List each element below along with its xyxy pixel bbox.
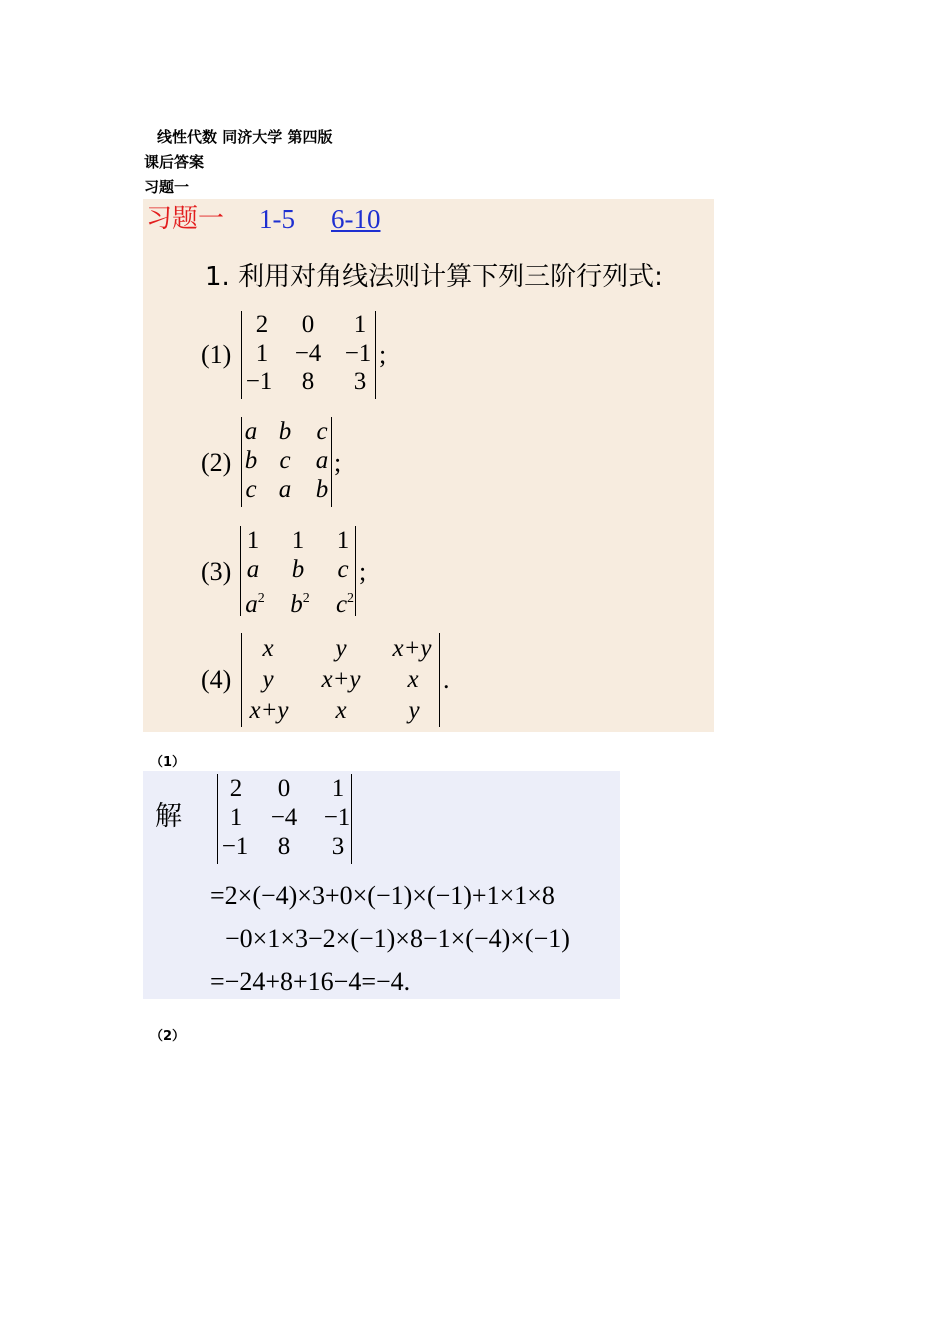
det-cell: c: [279, 447, 291, 474]
det-cell: −1: [221, 833, 249, 860]
problem-panel: [143, 199, 714, 732]
det-cell: −1: [344, 340, 372, 367]
expansion-line-2: −0×1×3−2×(−1)×8−1×(−4)×(−1): [225, 924, 570, 953]
item-label: (3): [201, 557, 232, 586]
det-cell: 1: [336, 527, 350, 554]
det-cell: a: [244, 418, 258, 445]
det-cell: x: [335, 697, 347, 724]
item-label: (4): [201, 665, 232, 694]
det-cell: a: [246, 556, 260, 583]
document-title: 线性代数 同济大学 第四版: [157, 128, 333, 146]
det-cell: 2: [255, 311, 269, 338]
det-cell: 3: [331, 833, 345, 860]
det-cell: [286, 585, 314, 619]
item-end: ;: [359, 557, 367, 586]
det-cell-power: 2: [257, 591, 265, 606]
det-cell: 1: [229, 804, 243, 831]
answer-1-panel: [143, 771, 620, 999]
det-cell-base: c: [335, 591, 348, 618]
answer-1-number: （1）: [150, 755, 186, 770]
det-bar-right: [331, 417, 332, 507]
panel-heading: 习题一: [146, 204, 225, 234]
det-cell-base: a: [245, 591, 258, 618]
det-cell: b: [278, 418, 292, 445]
det-cell: −1: [323, 804, 351, 831]
det-cell: 2: [229, 775, 243, 802]
det-cell: −4: [294, 340, 322, 367]
item-end: .: [443, 665, 450, 694]
det-cell: a: [315, 447, 329, 474]
det-bar-right: [375, 311, 376, 399]
det-cell: x+y: [392, 635, 432, 662]
question-text: 1. 利用对角线法则计算下列三阶行列式:: [205, 262, 663, 292]
item-end: ;: [334, 448, 342, 477]
solve-label: 解: [155, 801, 182, 832]
det-cell: x: [407, 666, 419, 693]
det-cell: 1: [291, 527, 305, 554]
det-cell: 8: [277, 833, 291, 860]
expansion-line-1: =2×(−4)×3+0×(−1)×(−1)+1×1×8: [210, 881, 555, 910]
document-subtitle: 课后答案: [144, 153, 205, 171]
det-cell: b: [244, 447, 258, 474]
det-bar-right: [355, 526, 356, 616]
det-cell-power: 2: [302, 591, 310, 606]
answer-2-number: （2）: [150, 1029, 186, 1044]
det-cell: −4: [270, 804, 298, 831]
det-cell: 8: [301, 368, 315, 395]
det-cell: b: [315, 476, 329, 503]
det-cell: −1: [245, 368, 273, 395]
item-label: (2): [201, 448, 232, 477]
chapter-label: 习题一: [144, 178, 190, 196]
det-cell: c: [316, 418, 328, 445]
det-bar-right: [439, 633, 440, 727]
det-cell: x: [262, 635, 274, 662]
item-label: (1): [201, 340, 232, 369]
det-cell: y: [408, 697, 420, 724]
det-cell: c: [245, 476, 257, 503]
det-bar-right: [351, 774, 352, 864]
det-cell: c: [337, 556, 349, 583]
det-cell: y: [262, 666, 274, 693]
det-cell: 1: [353, 311, 367, 338]
det-cell-base: b: [290, 591, 303, 618]
det-cell: b: [291, 556, 305, 583]
link-1-5[interactable]: 1-5: [259, 204, 295, 234]
det-cell: 1: [255, 340, 269, 367]
det-cell: 3: [353, 368, 367, 395]
det-cell-power: 2: [347, 591, 355, 606]
det-cell: 1: [331, 775, 345, 802]
det-cell: a: [278, 476, 292, 503]
link-6-10[interactable]: 6-10: [331, 204, 381, 234]
det-cell: x+y: [249, 697, 289, 724]
det-cell: y: [335, 635, 347, 662]
det-cell: 0: [277, 775, 291, 802]
item-end: ;: [379, 340, 387, 369]
result-line: =−24+8+16−4=−4.: [210, 967, 411, 996]
det-cell: x+y: [321, 666, 361, 693]
det-cell: 0: [301, 311, 315, 338]
det-cell: 1: [246, 527, 260, 554]
det-cell: [241, 585, 269, 619]
det-bar-left: [241, 417, 242, 507]
